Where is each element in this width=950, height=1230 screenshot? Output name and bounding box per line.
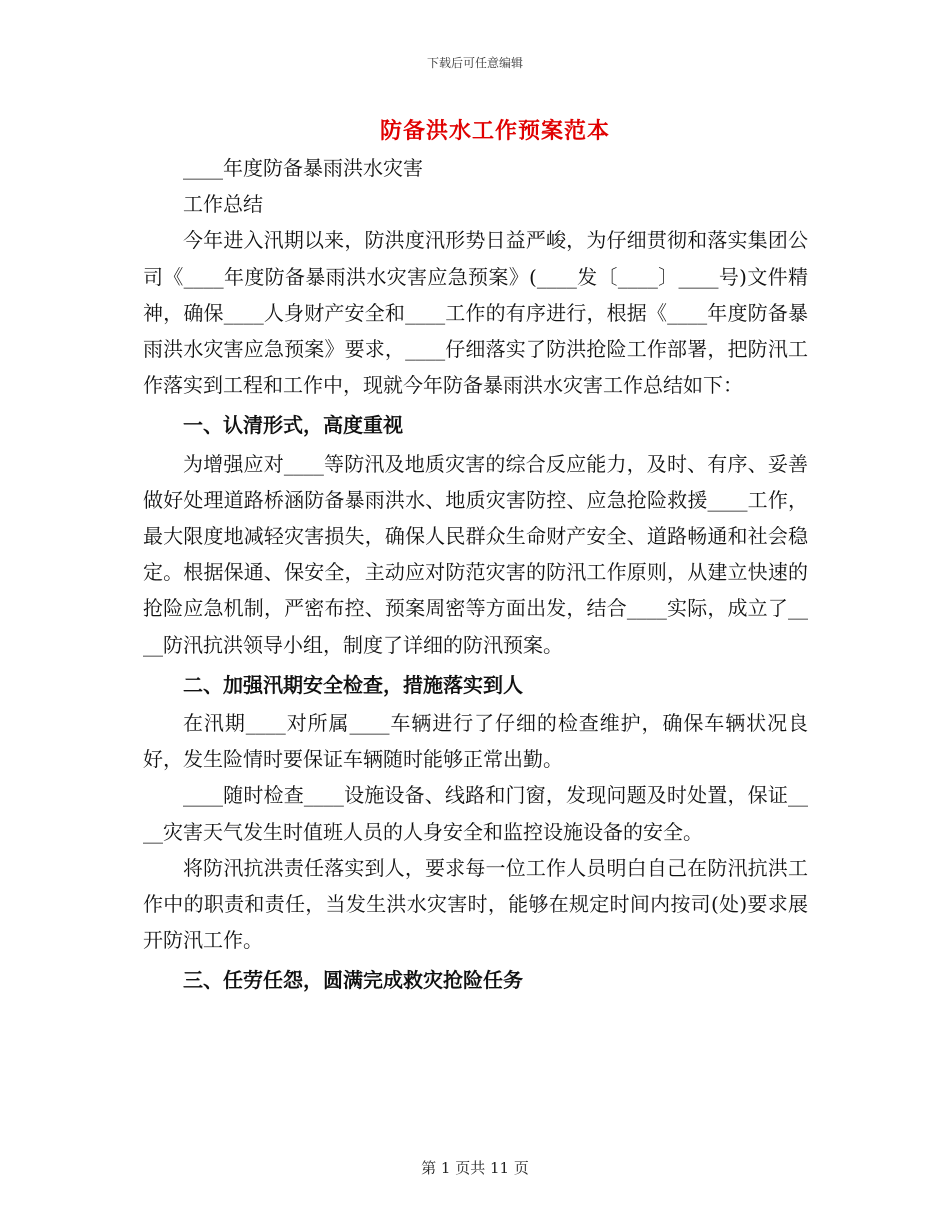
- page-indicator: 第 1 页共 11 页: [421, 1159, 529, 1177]
- section-heading-3: 三、任劳任怨，圆满完成救灾抢险任务: [183, 968, 523, 993]
- header-note: 下载后可任意编辑: [426, 56, 523, 70]
- paragraph-section-2b: ____随时检查____设施设备、线路和门窗，发现问题及时处置，保证____灾害天气发生时值班人员的人身安全和监控设施设备的安全。: [143, 783, 808, 844]
- paragraph-section-2a: 在汛期____对所属____车辆进行了仔细的检查维护，确保车辆状况良好，发生险情时要保证车辆随时能够正常出勤。: [143, 711, 808, 772]
- paragraph-subtitle-2: 工作总结: [183, 192, 263, 217]
- document-body: [143, 150, 808, 1001]
- document-title: 防备洪水工作预案范本: [379, 118, 610, 144]
- paragraph-subtitle-1: ____年度防备暴雨洪水灾害: [183, 156, 423, 180]
- paragraph-intro: 今年进入汛期以来，防洪度汛形势日益严峻，为仔细贯彻和落实集团公司《____年度防备暴雨洪水灾害应急预案》(____发〔____〕____号)文件精神，确保____人身财产安全和____工作的有序进行，根据《____年度防备暴雨洪水灾害应急预案》要求，____仔细落实了防洪抢险工作部署，把防汛工作落实到工程和工作中，现就今年防备暴雨洪水灾害工作总结如下：: [143, 228, 808, 398]
- paragraph-section-1: 为增强应对____等防汛及地质灾害的综合反应能力，及时、有序、妥善做好处理道路桥涵防备暴雨洪水、地质灾害防控、应急抢险救援____工作，最大限度地减轻灾害损失，确保人民群众生命财产安全、道路畅通和社会稳定。根据保通、保安全，主动应对防范灾害的防汛工作原则，从建立快速的抢险应急机制，严密布控、预案周密等方面出发，结合____实际，成立了____防汛抗洪领导小组，制度了详细的防汛预案。: [143, 451, 808, 657]
- section-heading-2: 二、加强汛期安全检查，措施落实到人: [183, 672, 523, 697]
- section-heading-1: 一、认清形式，高度重视: [183, 413, 403, 438]
- paragraph-section-2c: 将防汛抗洪责任落实到人，要求每一位工作人员明白自己在防汛抗洪工作中的职责和责任，当发生洪水灾害时，能够在规定时间内按司(处)要求展开防汛工作。: [143, 855, 808, 953]
